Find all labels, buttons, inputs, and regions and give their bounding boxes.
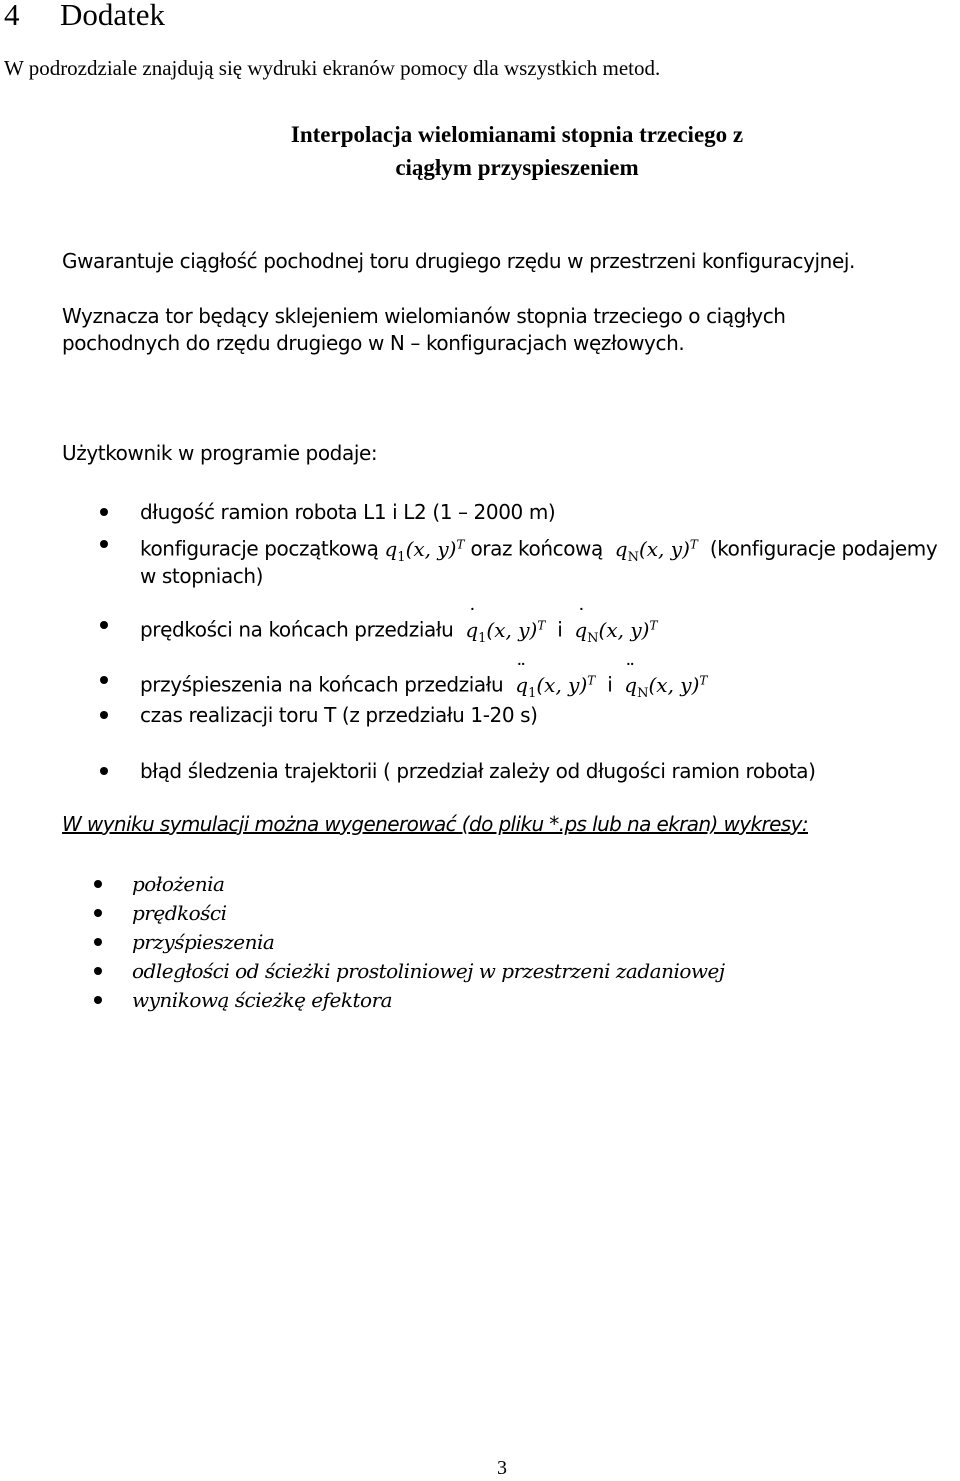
help-paragraph-2-line-2: pochodnych do rzędu drugiego w N – konfiguracjach węzłowych. [62, 331, 685, 355]
param-text: długość ramion robota L1 i L2 (1 – 2000 m) [140, 500, 556, 524]
bullet-icon [100, 665, 108, 695]
math-q1-dot: ˙ $q_1(x$, y)$^T$ [465, 618, 545, 642]
bullet-icon [100, 700, 108, 730]
math-qN: $q_N(x$, y)$^T$ [614, 536, 698, 565]
math-q1: $q_1(x$, y)$^T$ [384, 536, 465, 565]
bullet-icon [100, 529, 108, 559]
bullet-icon [94, 870, 102, 899]
help-paragraph-1: Gwarantuje ciągłość pochodnej toru drugiego rzędu w przestrzeni konfiguracyjnej. [62, 249, 855, 273]
bullet-icon [100, 497, 108, 527]
page-number: 3 [497, 1457, 507, 1479]
result-text: przyśpieszenia [132, 930, 275, 954]
param-text-part: i [557, 617, 563, 642]
help-paragraph-2 [62, 303, 786, 357]
param-text-part: oraz końcową [470, 536, 603, 561]
param-text [140, 610, 657, 654]
param-text-part: przyśpieszenia na końcach przedziału [140, 672, 504, 697]
help-title [0, 118, 960, 184]
intro-paragraph: W podrozdziale znajdują się wydruki ekranów pomocy dla wszystkich metod. [4, 56, 661, 80]
bullet-icon [100, 756, 108, 786]
user-params-heading: Użytkownik w programie podaje: [62, 441, 378, 465]
math-q1-ddot: ¨ $q_1(x$, y)$^T$ [515, 673, 595, 697]
bullet-icon [94, 899, 102, 928]
help-title-line-2: ciągłym przyspieszeniem [395, 155, 639, 180]
math-qN-ddot: ¨ $q_N(x$, y)$^T$ [624, 673, 707, 697]
result-text: prędkości [132, 901, 227, 925]
param-text-part: konfiguracje początkową [140, 536, 379, 561]
param-text-part: prędkości na końcach przedziału [140, 617, 454, 642]
param-text: czas realizacji toru T (z przedziału 1-20 s) [140, 703, 538, 727]
bullet-icon [94, 957, 102, 986]
results-heading: W wyniku symulacji można wygenerować (do pliku *.ps lub na ekran) wykresy: [62, 812, 808, 836]
bullet-icon [100, 610, 108, 640]
section-title: Dodatek [60, 0, 166, 32]
bullet-icon [94, 986, 102, 1015]
param-text-part: (konfiguracje podajemy [709, 536, 938, 561]
result-text: odległości od ścieżki prostoliniowej w przestrzeni zadaniowej [132, 959, 725, 983]
math-qN-dot: ˙ $q_N(x$, y)$^T$ [574, 618, 657, 642]
section-heading [4, 0, 165, 34]
param-text: w stopniach) [140, 564, 264, 588]
bullet-icon [94, 928, 102, 957]
help-title-line-1: Interpolacja wielomianami stopnia trzeciego z [290, 122, 744, 147]
section-number: 4 [4, 0, 20, 32]
param-text: błąd śledzenia trajektorii ( przedział zależy od długości ramion robota) [140, 759, 816, 783]
result-text: wynikową ścieżkę efektora [132, 988, 393, 1012]
result-text: położenia [132, 872, 225, 896]
param-text-part: i [607, 672, 613, 697]
help-screen-printout [0, 110, 960, 1030]
help-paragraph-2-line-1: Wyznacza tor będący sklejeniem wielomianów stopnia trzeciego o ciągłych [62, 304, 786, 328]
